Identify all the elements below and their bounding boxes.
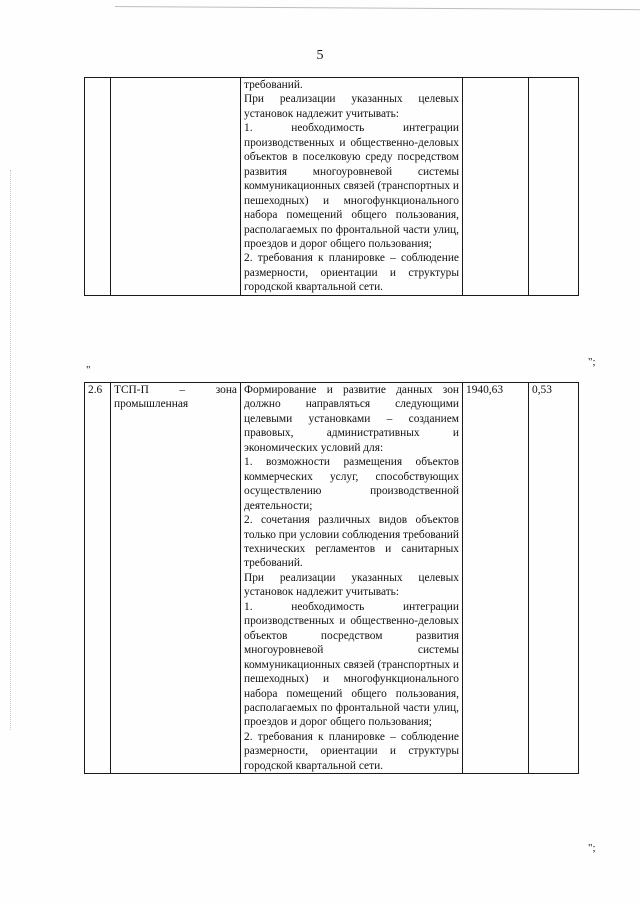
paragraph: 1. необходимость интеграции производственных и общественно-деловых объектов в поселковую среду посредством развития многоуровневой системы коммуникационных связей (транспортных и пешеходных) и многофункционального набора помещений общего пользования, располагаемых по фронтальной части улиц, проездов и дорог общего пользования; <box>244 122 459 250</box>
table-row <box>85 383 579 774</box>
zone-cell <box>111 78 241 296</box>
quote-open-mark: " <box>86 364 91 376</box>
number-cell <box>85 78 111 296</box>
paragraph: 1. необходимость интеграции производственных и общественно-деловых объектов посредством развития многоуровневой системы коммуникационных связей (транспортных и пешеходных) и многофункционального набора помещений общего пользования, располагаемых по фронтальной части улиц, проездов и дорог общего пользования; <box>244 600 459 729</box>
table-row <box>85 78 579 296</box>
area-cell <box>463 78 529 296</box>
share-cell <box>529 78 579 296</box>
number-cell: 2.6 <box>85 383 111 774</box>
paragraph: 2. сочетания различных видов объектов только при условии соблюдения требований технических регламентов и санитарных требований. <box>244 514 459 570</box>
paragraph: При реализации указанных целевых установок надлежит учитывать: <box>244 93 459 120</box>
continued-table <box>84 77 579 296</box>
quote-close-final-mark: "; <box>588 842 596 854</box>
paragraph: 2. требования к планировке – соблюдение размерности, ориентации и структуры городской квартальной сети. <box>244 252 459 294</box>
zone-table <box>84 382 579 774</box>
paragraph: Формирование и развитие данных зон должно направляться следующими целевыми установками – созданием правовых, административных и экономических условий для: <box>244 384 459 454</box>
zone-cell: ТСП-П – зона промышленная <box>111 383 241 774</box>
description-cell <box>241 383 463 774</box>
scan-edge-left <box>10 170 11 730</box>
paragraph: требований. <box>244 79 303 91</box>
description-cell <box>241 78 463 296</box>
share-cell: 0,53 <box>529 383 579 774</box>
area-cell: 1940,63 <box>463 383 529 774</box>
quote-close-mark: "; <box>588 356 596 368</box>
paragraph: 1. возможности размещения объектов коммерческих услуг, способствующих осуществлению производственной деятельности; <box>244 456 459 512</box>
paragraph: 2. требования к планировке – соблюдение размерности, ориентации и структуры городской квартальной сети. <box>244 730 459 772</box>
page-number: 5 <box>316 48 324 63</box>
paragraph: При реализации указанных целевых установок надлежит учитывать: <box>244 571 459 599</box>
scan-edge-top <box>115 6 640 10</box>
